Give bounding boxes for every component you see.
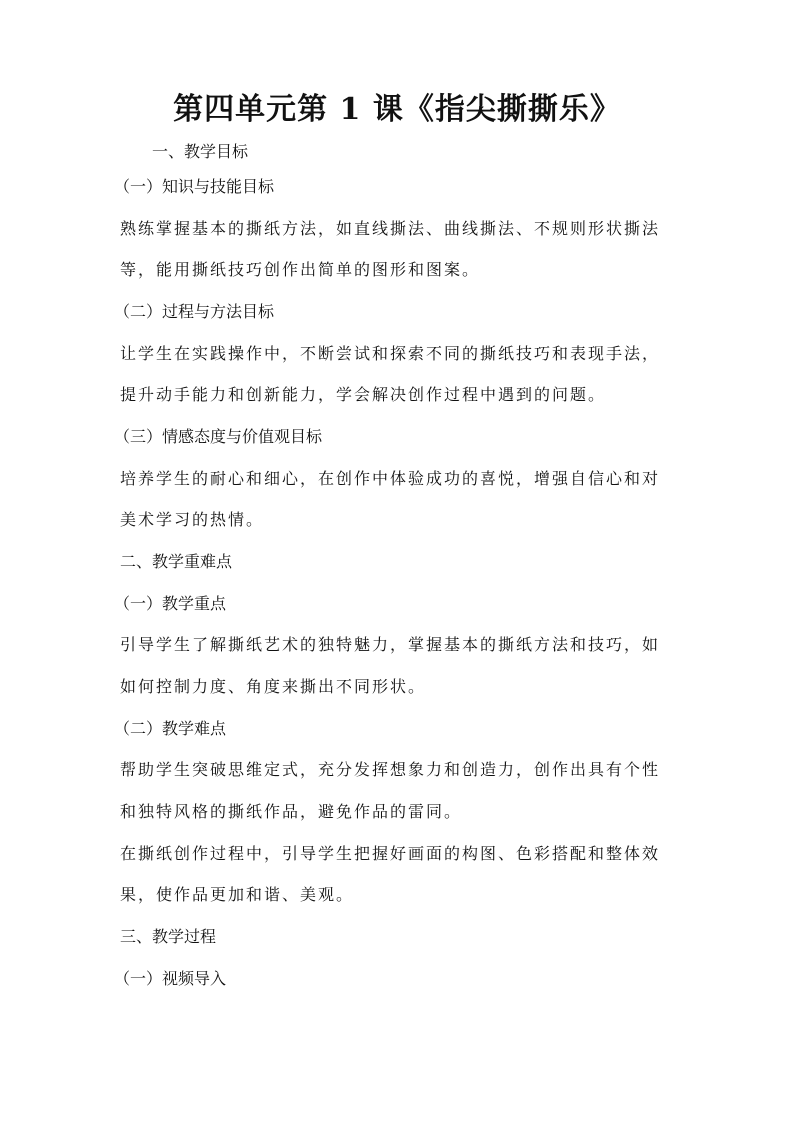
paragraph-line: 美术学习的热情。 — [120, 510, 265, 529]
paragraph-line: 和独特风格的撕纸作品，避免作品的雷同。 — [120, 802, 463, 821]
paragraph-line: 让学生在实践操作中，不断尝试和探索不同的撕纸技巧和表现手法， — [120, 344, 661, 363]
subheading-process-method: （二）过程与方法目标 — [114, 302, 275, 321]
paragraph-line: 熟练掌握基本的撕纸方法，如直线撕法、曲线撕法、不规则形状撕法 — [120, 219, 661, 238]
paragraph-line: 在撕纸创作过程中，引导学生把握好画面的构图、色彩搭配和整体效 — [120, 844, 661, 863]
paragraph-line: 如何控制力度、角度来撕出不同形状。 — [120, 677, 427, 696]
subheading-teaching-focus: （一）教学重点 — [114, 594, 227, 613]
subheading-video-intro: （一）视频导入 — [114, 969, 227, 988]
paragraph-line: 等，能用撕纸技巧创作出简单的图形和图案。 — [120, 260, 481, 279]
subheading-emotion-values: （三）情感态度与价值观目标 — [114, 427, 323, 446]
section-heading-process: 三、教学过程 — [120, 927, 217, 946]
subheading-teaching-difficulty: （二）教学难点 — [114, 719, 227, 738]
paragraph-line: 培养学生的耐心和细心，在创作中体验成功的喜悦，增强自信心和对 — [120, 469, 661, 488]
section-heading-key-points: 二、教学重难点 — [120, 552, 233, 571]
paragraph-line: 引导学生了解撕纸艺术的独特魅力，掌握基本的撕纸方法和技巧，如 — [120, 635, 661, 654]
paragraph-line: 果，使作品更加和谐、美观。 — [120, 885, 355, 904]
paragraph-line: 提升动手能力和创新能力，学会解决创作过程中遇到的问题。 — [120, 385, 607, 404]
section-heading-objectives: 一、教学目标 — [152, 142, 249, 161]
paragraph-line: 帮助学生突破思维定式，充分发挥想象力和创造力，创作出具有个性 — [120, 760, 661, 779]
subheading-knowledge-skills: （一）知识与技能目标 — [114, 177, 275, 196]
page-title: 第四单元第 1 课《指尖撕撕乐》 — [173, 92, 621, 127]
